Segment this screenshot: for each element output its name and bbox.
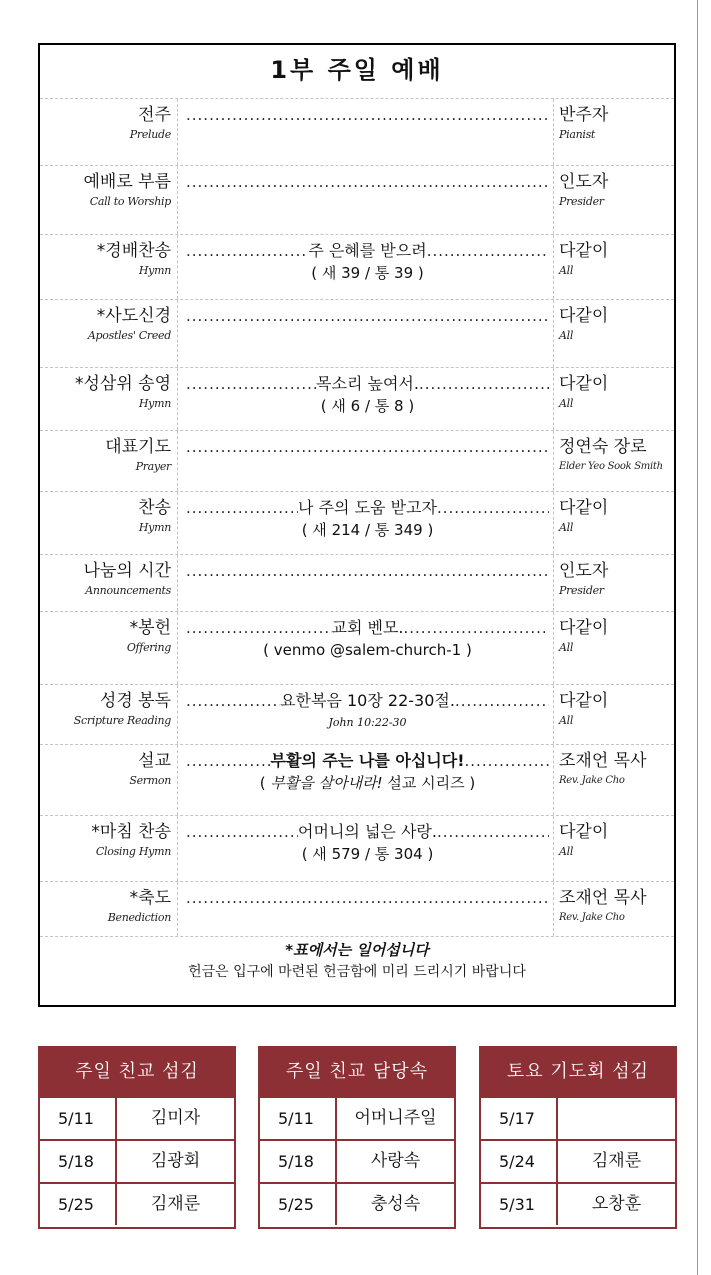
item-name: 설교 [138,751,171,771]
order-row-prelude [40,98,674,165]
item-leader: 정연숙 장로 [559,437,647,457]
table-row [40,1182,234,1225]
table-row [481,1182,675,1225]
hymn-number: ( 새 6 / 통 8 ) [320,397,415,415]
item-name-en: Prayer [135,460,171,473]
item-name-en: Scripture Reading [73,714,171,727]
table-name: 오창훈 [591,1194,642,1214]
order-row-hymn-2 [40,491,674,554]
hymn-title: 주 은혜를 받으려 [308,241,427,260]
item-name-en: Hymn [138,397,171,410]
item-name-en: Offering [126,641,171,654]
venmo-handle: ( venmo @salem-church-1 ) [263,641,472,659]
item-leader: 다같이 [559,498,609,518]
order-row-announcements [40,554,674,611]
dot-leader [186,689,549,713]
item-name-en: Hymn [138,264,171,277]
dot-leader [186,435,549,459]
dot-leader [186,616,549,640]
item-leader-en: Pianist [559,128,596,141]
table-date: 5/17 [481,1098,558,1139]
item-name-en: Hymn [138,521,171,534]
item-leader: 반주자 [559,105,609,125]
item-leader: 다같이 [559,241,609,261]
service-title: 1부 주일 예배 [270,56,444,84]
item-leader-en: Presider [559,584,604,597]
item-name: *사도신경 [96,306,171,326]
series-name: 부활을 살아내라! [270,774,383,792]
item-leader-en: Presider [559,195,604,208]
table-header: 토요 기도회 섬김 [481,1048,675,1096]
dot-leader [186,103,549,127]
item-name: 전주 [138,105,171,125]
order-row-sermon [40,744,674,815]
item-name: 예배로 부름 [83,172,171,192]
item-name-en: Call to Worship [89,195,171,208]
table-row [40,1139,234,1182]
fellowship-group-table [258,1046,456,1229]
table-header: 주일 친교 담당속 [260,1048,454,1096]
table-date: 5/18 [40,1141,117,1182]
hymn-number: ( 새 579 / 통 304 ) [301,845,434,863]
standing-note: *표에서는 일어섭니다 [285,941,429,959]
table-row [481,1139,675,1182]
table-name: 김미자 [150,1108,201,1128]
item-name: 나눔의 시간 [83,561,171,581]
item-leader-en: All [559,521,574,534]
order-row-prayer [40,430,674,491]
order-row-call-to-worship [40,165,674,234]
worship-order-box [38,43,676,1007]
order-row-hymn [40,234,674,299]
table-name: 충성속 [370,1194,421,1214]
order-row-closing-hymn [40,815,674,881]
order-row-offering [40,611,674,684]
hymn-number: ( 새 214 / 통 349 ) [301,521,434,539]
dot-leader [186,749,549,773]
item-leader-en: All [559,714,574,727]
table-name [558,1098,675,1139]
item-name: 찬송 [138,498,171,518]
item-name: *마침 찬송 [91,822,171,842]
item-leader-en: Rev. Jake Cho [559,912,625,923]
table-name: 김재룬 [591,1151,642,1171]
item-leader-en: Elder Yeo Sook Smith [559,461,663,472]
table-name: 김재룬 [150,1194,201,1214]
hymn-title: 목소리 높여서. [316,374,419,393]
item-name: 대표기도 [105,437,171,457]
order-footer [40,936,674,983]
table-date: 5/25 [260,1184,337,1225]
table-row [481,1096,675,1139]
order-row-scripture [40,684,674,744]
hymn-title: 어머니의 넓은 사랑. [298,822,437,841]
item-name-en: Apostles' Creed [87,329,171,342]
dot-leader [186,886,549,910]
item-leader-en: All [559,264,574,277]
table-date: 5/31 [481,1184,558,1225]
table-date: 5/11 [260,1098,337,1139]
item-leader: 인도자 [559,561,609,581]
table-date: 5/11 [40,1098,117,1139]
table-row [260,1182,454,1225]
table-row [260,1139,454,1182]
hymn-number: ( 새 39 / 통 39 ) [311,264,424,282]
table-date: 5/25 [40,1184,117,1225]
table-row [40,1096,234,1139]
item-name: *축도 [129,888,171,908]
sermon-title: 부활의 주는 나를 아십니다! [270,751,465,770]
item-leader: 다같이 [559,306,609,326]
item-leader: 다같이 [559,374,609,394]
sermon-series: ( 부활을 살아내라! 설교 시리즈 ) [259,774,476,792]
dot-leader [186,304,549,328]
offering-method: 교회 벤모. [331,618,404,637]
item-leader-en: Rev. Jake Cho [559,775,625,786]
item-leader: 조재언 목사 [559,751,647,771]
item-leader: 다같이 [559,822,609,842]
item-name-en: Sermon [129,774,171,787]
series-label: 설교 시리즈 [387,774,465,792]
item-name: *성삼위 송영 [74,374,171,394]
dot-leader [186,170,549,194]
fellowship-service-table [38,1046,236,1229]
item-name-en: Closing Hymn [95,845,171,858]
table-name: 어머니주일 [354,1108,437,1128]
table-name: 김광회 [150,1151,201,1171]
item-name: 성경 봉독 [99,691,171,711]
item-leader: 다같이 [559,618,609,638]
item-leader-en: All [559,329,574,342]
item-name: *봉헌 [129,618,171,638]
dot-leader [186,239,549,263]
scripture-reference: John 10:22-30 [328,716,407,729]
table-date: 5/24 [481,1141,558,1182]
item-leader: 조재언 목사 [559,888,647,908]
dot-leader [186,372,549,396]
item-name-en: Prelude [129,128,171,141]
item-name-en: Announcements [85,584,171,597]
dot-leader [186,559,549,583]
dot-leader [186,496,549,520]
table-row [260,1096,454,1139]
item-leader-en: All [559,845,574,858]
item-leader: 인도자 [559,172,609,192]
order-row-doxology [40,367,674,430]
order-row-apostles-creed [40,299,674,367]
table-name: 사랑속 [370,1151,421,1171]
item-name: *경배찬송 [96,241,171,261]
table-date: 5/18 [260,1141,337,1182]
dot-leader [186,820,549,844]
item-name-en: Benediction [107,911,171,924]
hymn-title: 나 주의 도움 받고자 [298,498,437,517]
order-row-benediction [40,881,674,936]
scripture-passage: 요한복음 10장 22-30절. [280,691,455,710]
offering-info: 헌금은 입구에 마련된 헌금함에 미리 드리시기 바랍니다 [188,964,526,980]
table-header: 주일 친교 섬김 [40,1048,234,1096]
item-leader: 다같이 [559,691,609,711]
saturday-prayer-table [479,1046,677,1229]
item-leader-en: All [559,397,574,410]
page-edge-line [697,0,698,1275]
item-leader-en: All [559,641,574,654]
